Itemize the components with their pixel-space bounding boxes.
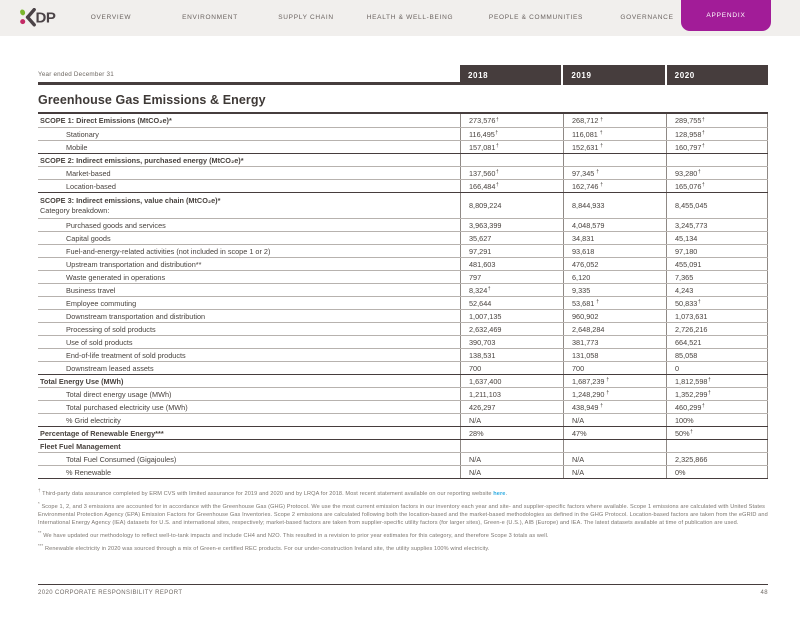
- cell-2019: [563, 414, 666, 426]
- cell-value: 160,797: [675, 142, 702, 152]
- table-row: [38, 452, 768, 465]
- row-label: Stationary: [66, 129, 99, 139]
- cell-value: 28%: [469, 428, 484, 438]
- table-row: [38, 140, 768, 153]
- footnote-marker: *: [38, 500, 40, 506]
- cell-2020: [666, 180, 768, 192]
- assurance-dagger: †: [495, 130, 499, 136]
- cell-2019: [563, 453, 666, 465]
- row-label: Processing of sold products: [66, 324, 156, 334]
- cell-2018: [460, 258, 563, 270]
- nav-item-supply-chain[interactable]: SUPPLY CHAIN: [278, 14, 334, 21]
- tab-appendix[interactable]: APPENDIX: [681, 0, 771, 31]
- footnote-text-after: .: [505, 490, 508, 497]
- cell-2018: [460, 193, 563, 218]
- cell-value: 438,949: [572, 402, 599, 412]
- cell-2019: [563, 427, 666, 439]
- table-row: [38, 192, 768, 218]
- year-header-2020: 2020: [667, 65, 768, 85]
- cell-value: 52,644: [469, 298, 492, 308]
- cell-value: 97,291: [469, 246, 492, 256]
- cell-value: 481,603: [469, 259, 496, 269]
- cell-2020: [666, 219, 768, 231]
- cell-2018: [460, 284, 563, 296]
- row-label: SCOPE 2: Indirect emissions, purchased energy (MtCO₂e)*: [40, 155, 244, 165]
- cell-2020: [666, 114, 768, 127]
- cell-value: 3,963,399: [469, 220, 502, 230]
- cell-value: 0: [675, 363, 680, 373]
- cell-2019: [563, 167, 666, 179]
- cell-2020: [666, 232, 768, 244]
- cell-2018: [460, 180, 563, 192]
- cell-2020: [666, 271, 768, 283]
- footnote-marker: **: [38, 530, 42, 536]
- table-row: [38, 387, 768, 400]
- cell-2018: [460, 466, 563, 478]
- cell-2018: [460, 245, 563, 257]
- assurance-dagger: †: [598, 130, 603, 136]
- cell-2018: [460, 167, 563, 179]
- nav-item-people-communities[interactable]: PEOPLE & COMMUNITIES: [488, 14, 584, 21]
- assurance-dagger: †: [487, 286, 491, 292]
- cell-2020: [666, 427, 768, 439]
- cell-value: 476,052: [572, 259, 599, 269]
- row-label: Fuel-and-energy-related activities (not included in scope 1 or 2): [66, 246, 271, 256]
- cell-2020: [666, 466, 768, 478]
- table-row: [38, 218, 768, 231]
- cell-2020: [666, 401, 768, 413]
- cell-2020: [666, 310, 768, 322]
- cell-2020: [666, 323, 768, 335]
- assurance-dagger: †: [495, 182, 499, 188]
- cell-2019: [563, 440, 666, 452]
- cell-2019: [563, 466, 666, 478]
- footnote-renewables: [38, 543, 768, 553]
- year-header-2018: 2018: [460, 65, 561, 85]
- row-label: SCOPE 3: Indirect emissions, value chain (MtCO₂e)* Category breakdown:: [40, 195, 221, 216]
- cell-2019: [563, 245, 666, 257]
- assurance-dagger: †: [598, 182, 604, 188]
- cell-2020: [666, 141, 768, 153]
- row-label: Market-based: [66, 168, 111, 178]
- cell-value: 97,345: [572, 168, 595, 178]
- table-row: [38, 166, 768, 179]
- footnote-text: Third-party data assurance completed by ERM CVS with limited assurance for 2019 and 2020 and by LRQA for 2018. Most recent statement available on our reporting website: [42, 490, 494, 497]
- assurance-dagger: †: [598, 143, 604, 149]
- cell-2018: [460, 349, 563, 361]
- table-row: [38, 270, 768, 283]
- row-label: Capital goods: [66, 233, 111, 243]
- cell-2018: [460, 453, 563, 465]
- cell-value: 100%: [675, 415, 694, 425]
- cell-value: 426,297: [469, 402, 496, 412]
- report-page: [38, 36, 768, 556]
- assurance-dagger: †: [495, 143, 499, 149]
- assurance-dagger: †: [598, 116, 604, 123]
- cell-2018: [460, 297, 563, 309]
- cell-2019: [563, 349, 666, 361]
- table-row: [38, 361, 768, 374]
- cell-value: 128,958: [675, 129, 702, 139]
- row-label: Waste generated in operations: [66, 272, 166, 282]
- cell-value: 1,637,400: [469, 376, 502, 386]
- year-header: [460, 65, 768, 85]
- assurance-dagger: †: [594, 169, 599, 175]
- row-label: Total Energy Use (MWh): [40, 376, 124, 386]
- table-row: [38, 309, 768, 322]
- assurance-dagger: †: [604, 390, 610, 396]
- cell-value: 50,833: [675, 298, 698, 308]
- cell-2019: [563, 271, 666, 283]
- assurance-dagger: †: [697, 169, 701, 175]
- nav-item-health-well-being[interactable]: HEALTH & WELL-BEING: [366, 14, 454, 21]
- assurance-dagger: †: [701, 130, 705, 136]
- kdp-logo[interactable]: [19, 8, 59, 32]
- row-label: Mobile: [66, 142, 88, 152]
- assurance-dagger: †: [594, 299, 599, 305]
- table-row: [38, 400, 768, 413]
- cell-2019: [563, 219, 666, 231]
- table-row: [38, 296, 768, 309]
- cell-value: 138,531: [469, 350, 496, 360]
- table-row: [38, 257, 768, 270]
- table-row: [38, 465, 768, 478]
- assurance-dagger: †: [495, 169, 499, 175]
- table-row: [38, 244, 768, 257]
- cell-value: N/A: [469, 467, 482, 477]
- cell-2020: [666, 193, 768, 218]
- cell-value: 455,091: [675, 259, 702, 269]
- footnote-marker: †: [38, 488, 41, 493]
- table-row: [38, 348, 768, 361]
- cell-value: 93,618: [572, 246, 595, 256]
- cell-value: 1,812,598: [675, 376, 708, 386]
- cell-value: 157,081: [469, 142, 496, 152]
- row-label: Downstream leased assets: [66, 363, 154, 373]
- emissions-table: [38, 114, 768, 479]
- cell-2020: [666, 349, 768, 361]
- cell-value: 131,058: [572, 350, 599, 360]
- cell-2019: [563, 258, 666, 270]
- assurance-dagger: †: [707, 377, 711, 383]
- cell-2019: [563, 388, 666, 400]
- table-row: [38, 426, 768, 439]
- table-row: [38, 413, 768, 426]
- cell-2019: [563, 114, 666, 127]
- cell-value: 116,495: [469, 129, 495, 139]
- cell-2019: [563, 141, 666, 153]
- row-label: Business travel: [66, 285, 116, 295]
- page-footer: [38, 584, 768, 596]
- cell-value: 960,902: [572, 311, 599, 321]
- table-row: [38, 114, 768, 127]
- cell-value: 1,211,103: [469, 389, 501, 399]
- cell-value: 8,455,045: [675, 201, 708, 210]
- cell-value: 2,325,866: [675, 454, 708, 464]
- cell-value: 1,007,135: [469, 311, 502, 321]
- cell-value: 137,560: [469, 168, 496, 178]
- cell-value: 8,324: [469, 285, 488, 295]
- cell-value: 3,245,773: [675, 220, 708, 230]
- cell-value: 268,712: [572, 116, 599, 125]
- cell-value: 0%: [675, 467, 686, 477]
- cell-2020: [666, 297, 768, 309]
- cell-value: 1,352,299: [675, 389, 708, 399]
- cell-2020: [666, 128, 768, 140]
- nav-item-overview[interactable]: OVERVIEW: [90, 14, 132, 21]
- cell-2018: [460, 114, 563, 127]
- cell-value: 381,773: [572, 337, 599, 347]
- cell-2019: [563, 154, 666, 166]
- cell-2020: [666, 245, 768, 257]
- cell-value: 116,081: [572, 129, 598, 139]
- cell-value: N/A: [469, 454, 482, 464]
- row-label: End-of-life treatment of sold products: [66, 350, 186, 360]
- nav-item-environment[interactable]: ENVIRONMENT: [182, 14, 238, 21]
- cell-2018: [460, 362, 563, 374]
- cell-2020: [666, 258, 768, 270]
- table-row: [38, 231, 768, 244]
- cell-2020: [666, 388, 768, 400]
- assurance-dagger: †: [604, 377, 610, 383]
- cell-value: 2,632,469: [469, 324, 502, 334]
- footnote-text: Renewable electricity in 2020 was sourced through a mix of Green-e certified REC products. For our under-construction Ireland site, the utility supplies 100% wind electricity.: [44, 545, 490, 552]
- row-label: % Grid electricity: [66, 415, 121, 425]
- year-header-2019: 2019: [563, 65, 664, 85]
- top-nav-bar: [0, 0, 800, 36]
- cell-2019: [563, 128, 666, 140]
- table-row: [38, 374, 768, 387]
- cell-2019: [563, 401, 666, 413]
- cell-2020: [666, 154, 768, 166]
- cell-2019: [563, 336, 666, 348]
- row-label: Downstream transportation and distribution: [66, 311, 206, 321]
- cell-2019: [563, 297, 666, 309]
- cell-2019: [563, 310, 666, 322]
- page-title: Greenhouse Gas Emissions & Energy: [38, 93, 768, 114]
- svg-text:DP: DP: [35, 9, 56, 27]
- cell-2018: [460, 414, 563, 426]
- cell-value: 166,484: [469, 181, 496, 191]
- cell-2019: [563, 323, 666, 335]
- cell-value: N/A: [572, 454, 585, 464]
- table-row: [38, 322, 768, 335]
- footnote-link[interactable]: here: [493, 490, 506, 497]
- cell-value: 4,243: [675, 285, 694, 295]
- assurance-dagger: †: [697, 299, 701, 305]
- row-label: Use of sold products: [66, 337, 133, 347]
- cell-2018: [460, 154, 563, 166]
- assurance-dagger: †: [707, 390, 711, 396]
- table-row: [38, 179, 768, 192]
- cell-2020: [666, 362, 768, 374]
- cell-value: 289,755: [675, 116, 702, 125]
- cell-value: 165,076: [675, 181, 702, 191]
- cell-2019: [563, 284, 666, 296]
- cell-2020: [666, 336, 768, 348]
- cell-value: 8,809,224: [469, 201, 502, 210]
- report-title: 2020 CORPORATE RESPONSIBILITY REPORT: [38, 590, 183, 596]
- cell-value: 460,299: [675, 402, 702, 412]
- cell-2019: [563, 180, 666, 192]
- footnote-text: Scope 1, 2, and 3 emissions are accounted for in accordance with the Greenhouse Gas (GHG) Protocol. We use the most current emission factors in our inventory each year and site- and supplier-specific factors where available. Scope 1 emissions are calculated with United States Environmental Protection Agency (EPA) Emission Factors for Greenhouse Gas Inventories. Scope 2 emissions are calculated following both the location-based and the market-based methodologies as defined in the GHG Protocol. Location-based factors are taken from the eGRID and International Energy Agency (IEA) datasets for U.S. and international sites, respectively; market-based factors are taken from supplier-specific utility factors (for larger sites), Green-e (U.S.), AIB (Europe) and IEA. The latest datasets available at time of publication are used.: [38, 503, 768, 527]
- row-label: % Renewable: [66, 467, 112, 477]
- cell-value: 50%: [675, 428, 690, 438]
- cell-value: 93,280: [675, 168, 698, 178]
- cell-2018: [460, 128, 563, 140]
- cell-value: 85,058: [675, 350, 698, 360]
- footnote-scopes: [38, 501, 768, 528]
- cell-value: 664,521: [675, 337, 702, 347]
- row-label: Percentage of Renewable Energy***: [40, 428, 164, 438]
- cell-value: 47%: [572, 428, 587, 438]
- cell-2018: [460, 427, 563, 439]
- cell-value: 34,831: [572, 233, 595, 243]
- row-label: Employee commuting: [66, 298, 137, 308]
- cell-value: 162,746: [572, 181, 599, 191]
- table-row: [38, 153, 768, 166]
- footnote-text: We have updated our methodology to reflect well-to-tank impacts and include CH4 and N2O. This resulted in a revision to prior year estimates for this category, and therefore Scope 3 totals as well.: [43, 533, 549, 540]
- cell-2020: [666, 375, 768, 387]
- cell-value: 8,844,933: [572, 201, 605, 210]
- assurance-dagger: †: [701, 403, 705, 409]
- cell-2018: [460, 219, 563, 231]
- period-label: Year ended December 31: [38, 65, 460, 85]
- cell-value: 35,627: [469, 233, 492, 243]
- nav-item-governance[interactable]: GOVERNANCE: [620, 14, 674, 21]
- footnotes: [38, 488, 768, 553]
- assurance-dagger: †: [701, 116, 705, 123]
- row-label: Total purchased electricity use (MWh): [66, 402, 188, 412]
- cell-2019: [563, 362, 666, 374]
- row-label: Location-based: [66, 181, 116, 191]
- table-row: [38, 439, 768, 452]
- row-label: Total direct energy usage (MWh): [66, 389, 172, 399]
- cell-value: 1,073,631: [675, 311, 708, 321]
- table-row: [38, 283, 768, 296]
- footnote-assurance: [38, 488, 768, 498]
- cell-2019: [563, 375, 666, 387]
- table-row: [38, 335, 768, 348]
- page-number: 48: [760, 590, 768, 596]
- cell-value: N/A: [572, 467, 585, 477]
- cell-2018: [460, 271, 563, 283]
- assurance-dagger: †: [690, 429, 693, 435]
- row-label: Purchased goods and services: [66, 220, 166, 230]
- cell-2018: [460, 375, 563, 387]
- cell-value: 700: [572, 363, 585, 373]
- cell-2020: [666, 167, 768, 179]
- cell-value: 273,576: [469, 116, 496, 125]
- cell-2018: [460, 388, 563, 400]
- row-label: Total Fuel Consumed (Gigajoules): [66, 454, 177, 464]
- cell-2018: [460, 440, 563, 452]
- cell-value: 97,180: [675, 246, 698, 256]
- cell-value: 4,048,579: [572, 220, 605, 230]
- cell-value: 1,248,290: [572, 389, 605, 399]
- assurance-dagger: †: [598, 403, 604, 409]
- cell-value: 797: [469, 272, 482, 282]
- cell-2020: [666, 453, 768, 465]
- cell-value: 2,726,216: [675, 324, 708, 334]
- assurance-dagger: †: [495, 116, 499, 123]
- cell-2019: [563, 193, 666, 218]
- cell-value: 1,687,239: [572, 376, 605, 386]
- row-label: SCOPE 1: Direct Emissions (MtCO₂e)*: [40, 116, 172, 125]
- cell-value: 9,335: [572, 285, 591, 295]
- cell-value: 2,648,284: [572, 324, 605, 334]
- cell-2018: [460, 336, 563, 348]
- cell-2020: [666, 440, 768, 452]
- cell-value: 152,631: [572, 142, 599, 152]
- assurance-dagger: †: [701, 182, 705, 188]
- cell-2018: [460, 401, 563, 413]
- row-label: Upstream transportation and distribution**: [66, 259, 202, 269]
- kdp-logo-icon: [19, 8, 59, 27]
- cell-2019: [563, 232, 666, 244]
- cell-value: 53,681: [572, 298, 595, 308]
- cell-value: 6,120: [572, 272, 591, 282]
- cell-value: 700: [469, 363, 482, 373]
- cell-value: N/A: [572, 415, 585, 425]
- table-row: [38, 127, 768, 140]
- footnote-methodology: [38, 530, 768, 540]
- cell-value: 7,365: [675, 272, 694, 282]
- assurance-dagger: †: [701, 143, 705, 149]
- row-label: Fleet Fuel Management: [40, 441, 121, 451]
- footnote-marker: ***: [38, 543, 44, 549]
- cell-2018: [460, 310, 563, 322]
- cell-value: 45,134: [675, 233, 698, 243]
- cell-2018: [460, 323, 563, 335]
- cell-value: 390,703: [469, 337, 496, 347]
- cell-2018: [460, 141, 563, 153]
- cell-value: N/A: [469, 415, 482, 425]
- cell-2020: [666, 284, 768, 296]
- cell-2018: [460, 232, 563, 244]
- table-header-row: [38, 65, 768, 85]
- cell-2020: [666, 414, 768, 426]
